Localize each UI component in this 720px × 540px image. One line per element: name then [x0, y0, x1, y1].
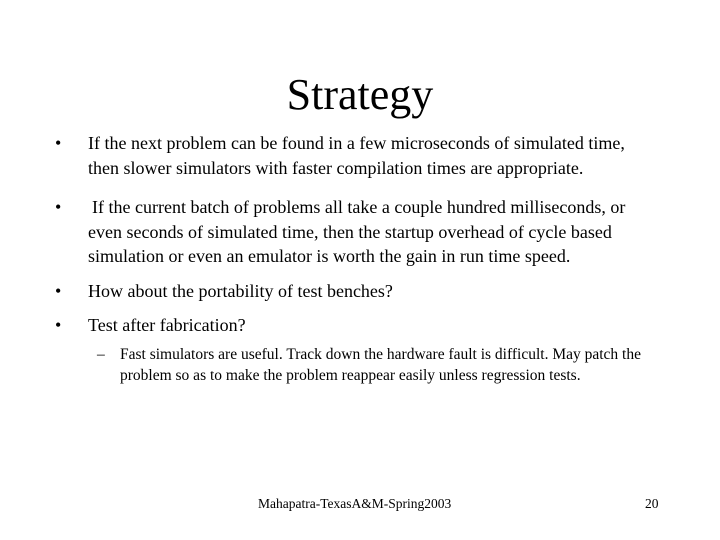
sub-bullet-marker: –: [97, 345, 105, 363]
sub-bullet-text: Fast simulators are useful. Track down the hardware fault is difficult. May patch the problem so as to make the problem reappear easily unless regression tests.: [120, 345, 641, 384]
bullet-list: [55, 131, 655, 387]
bullet-item: [55, 279, 655, 304]
bullet-marker: •: [55, 133, 62, 153]
footer-text: Mahapatra-TexasA&M-Spring2003: [258, 496, 452, 511]
bullet-item: [55, 131, 655, 180]
bullet-text: If the next problem can be found in a few microseconds of simulated time, then slower simulators with faster compilation times are appropriate.: [88, 133, 625, 178]
bullet-item: [55, 313, 655, 338]
page-number: 20: [645, 496, 659, 511]
bullet-text: If the current batch of problems all take a couple hundred milliseconds, or even seconds of simulated time, then the startup overhead of cycle based simulation or even an emulator is worth the gain in run time speed.: [88, 197, 626, 266]
slide-title-text: Strategy: [286, 70, 434, 119]
sub-bullet-item: [97, 344, 665, 387]
bullet-marker: •: [55, 315, 62, 335]
bullet-text: Test after fabrication?: [88, 315, 246, 335]
bullet-marker: •: [55, 197, 62, 217]
bullet-text: How about the portability of test benches?: [88, 280, 393, 301]
slide-title: [0, 70, 720, 120]
bullet-marker: •: [55, 280, 62, 301]
bullet-item: [55, 195, 655, 269]
